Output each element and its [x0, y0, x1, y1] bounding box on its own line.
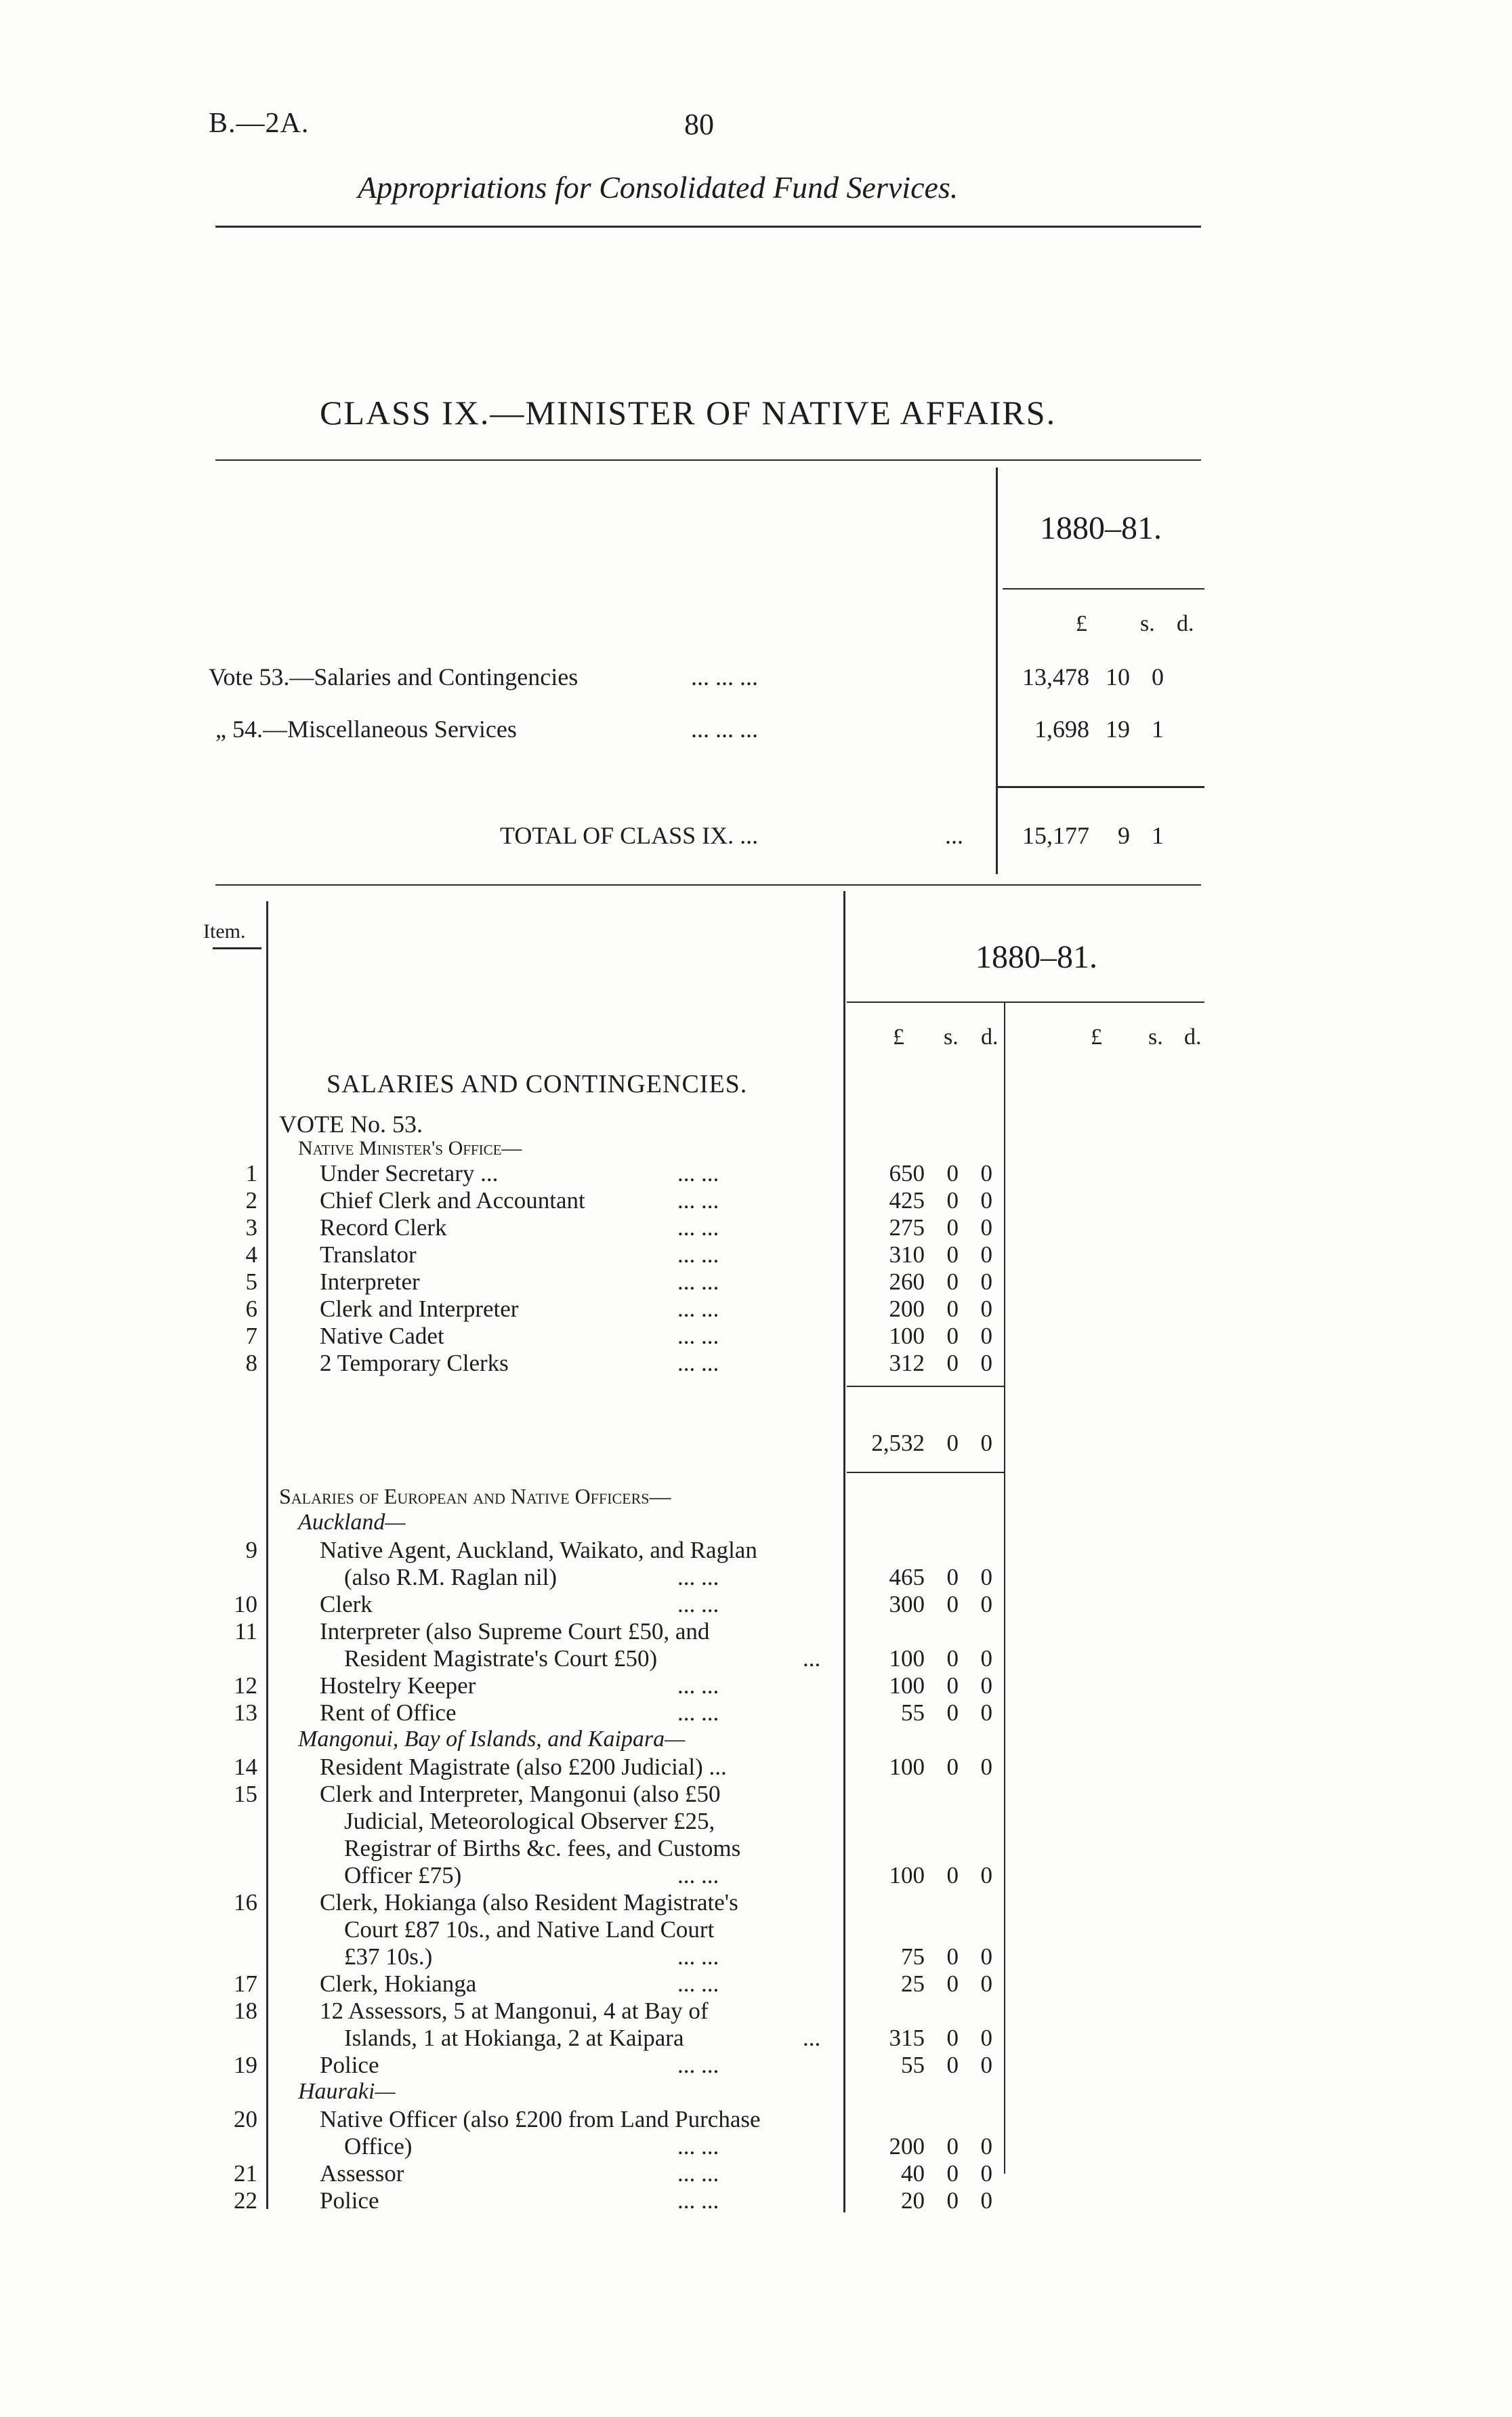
summary-year-rule	[1003, 588, 1204, 590]
table-row: 7 Native Cadet ... ... 100 0 0	[245, 1323, 992, 1349]
summary-row-vote54-label: „ 54.—Miscellaneous Services	[215, 716, 517, 743]
table-row: 9 Native Agent, Auckland, Waikato, and Raglan	[245, 1537, 757, 1563]
subsection-officers: Salaries of European and Native Officers—	[279, 1484, 671, 1508]
detail-col2-pence-header: d.	[1184, 1025, 1202, 1050]
table-row: 4 Translator ... ... 310 0 0	[245, 1241, 992, 1268]
table-row-continued: Judicial, Meteorological Observer £25,	[344, 1808, 715, 1834]
detail-col2-pound-header: £	[1091, 1025, 1102, 1050]
table-row: 19 Police ... ... 55 0 0	[234, 2052, 992, 2078]
detail-year: 1880–81.	[975, 939, 1097, 975]
detail-shilling-header: s.	[944, 1025, 959, 1050]
section-heading: SALARIES AND CONTINGENCIES.	[327, 1070, 748, 1098]
table-row: 22 Police ... ... 20 0 0	[234, 2187, 992, 2214]
summary-total-rule	[997, 786, 1204, 788]
subsection-native-ministers-office: Native Minister's Office—	[298, 1137, 522, 1159]
class-title: CLASS IX.—MINISTER OF NATIVE AFFAIRS.	[320, 394, 1057, 432]
detail-year-rule	[847, 1001, 1204, 1003]
detail-pence-header: d.	[981, 1025, 999, 1050]
region-heading-hauraki: Hauraki—	[298, 2079, 396, 2104]
office-subtotal-row: 2,532 0 0	[871, 1430, 992, 1456]
table-row-continued: Resident Magistrate's Court £50) ... 100 0 0	[344, 1645, 992, 1672]
table-row: 12 Hostelry Keeper ... ... 100 0 0	[234, 1672, 992, 1699]
table-row-continued: Officer £75) ... ... 100 0 0	[344, 1862, 992, 1888]
summary-bottom-rule	[215, 884, 1201, 886]
summary-row-vote53-label: Vote 53.—Salaries and Contingencies	[209, 663, 579, 690]
table-row: 2 Chief Clerk and Accountant ... ... 425 0 0	[245, 1187, 992, 1214]
detail-pound-header: £	[893, 1025, 904, 1050]
summary-row-vote53-dots: ... ... ...	[691, 663, 758, 690]
table-row: 15 Clerk and Interpreter, Mangonui (also £50	[234, 1781, 721, 1807]
office-subtotal-rule-top	[847, 1386, 1004, 1387]
table-row-continued: Office) ... ... 200 0 0	[344, 2133, 992, 2160]
table-row: 8 2 Temporary Clerks ... ... 312 0 0	[245, 1350, 992, 1376]
page-title: Appropriations for Consolidated Fund Services.	[358, 170, 959, 205]
table-row-continued: (also R.M. Raglan nil) ... ... 465 0 0	[344, 1564, 992, 1590]
page-number: 80	[684, 108, 714, 141]
table-row: 20 Native Officer (also £200 from Land Purchase	[234, 2106, 761, 2132]
summary-year: 1880–81.	[1040, 510, 1162, 546]
table-row: 17 Clerk, Hokianga ... ... 25 0 0	[234, 1970, 992, 1997]
item-column-header: Item.	[203, 920, 246, 943]
table-row-continued: Registrar of Births &c. fees, and Customs	[344, 1835, 741, 1861]
table-row: 5 Interpreter ... ... 260 0 0	[245, 1268, 992, 1295]
region-heading-auckland: Auckland—	[298, 1510, 406, 1535]
summary-total-dots: ...	[945, 822, 963, 849]
summary-pound-header: £	[1076, 611, 1087, 636]
document-reference: B.—2A.	[209, 108, 310, 139]
table-row: 13 Rent of Office ... ... 55 0 0	[234, 1699, 992, 1726]
vote-label: VOTE No. 53.	[279, 1111, 423, 1138]
table-row-continued: £37 10s.) ... ... 75 0 0	[344, 1943, 992, 1970]
table-row: 10 Clerk ... ... 300 0 0	[234, 1591, 992, 1617]
table-row-continued: Islands, 1 at Hokianga, 2 at Kaipara ... 315 0 0	[344, 2025, 992, 2051]
table-row: 16 Clerk, Hokianga (also Resident Magistrate's	[234, 1889, 738, 1916]
region-heading-mangonui: Mangonui, Bay of Islands, and Kaipara—	[298, 1727, 686, 1752]
item-header-rule	[213, 947, 261, 949]
summary-total-amount: 15,177 9 1	[1022, 822, 1164, 849]
table-row-continued: Court £87 10s., and Native Land Court	[344, 1916, 715, 1943]
detail-col2-shilling-header: s.	[1148, 1025, 1163, 1050]
summary-row-vote54-amount: 1,698 19 1	[1034, 716, 1164, 743]
class-title-rule	[215, 459, 1201, 461]
office-subtotal-rule-bottom	[847, 1472, 1004, 1473]
header-rule	[215, 226, 1201, 228]
table-row: 1 Under Secretary ... ... ... 650 0 0	[245, 1160, 992, 1186]
table-row: 11 Interpreter (also Supreme Court £50, and	[234, 1618, 710, 1645]
summary-row-vote54-dots: ... ... ...	[691, 716, 758, 743]
table-row: 18 12 Assessors, 5 at Mangonui, 4 at Bay of	[234, 1998, 709, 2024]
table-row: 3 Record Clerk ... ... 275 0 0	[245, 1214, 992, 1241]
table-row: 6 Clerk and Interpreter ... ... 200 0 0	[245, 1296, 992, 1322]
summary-total-label: TOTAL OF CLASS IX. ...	[500, 822, 759, 849]
table-row: 14 Resident Magistrate (also £200 Judicial) ... 100 0 0	[234, 1754, 992, 1780]
table-row: 21 Assessor ... ... 40 0 0	[234, 2160, 992, 2187]
summary-pence-header: d.	[1177, 611, 1194, 636]
summary-row-vote53-amount: 13,478 10 0	[1022, 663, 1164, 690]
summary-shilling-header: s.	[1140, 611, 1155, 636]
summary-column-rule	[996, 468, 998, 874]
